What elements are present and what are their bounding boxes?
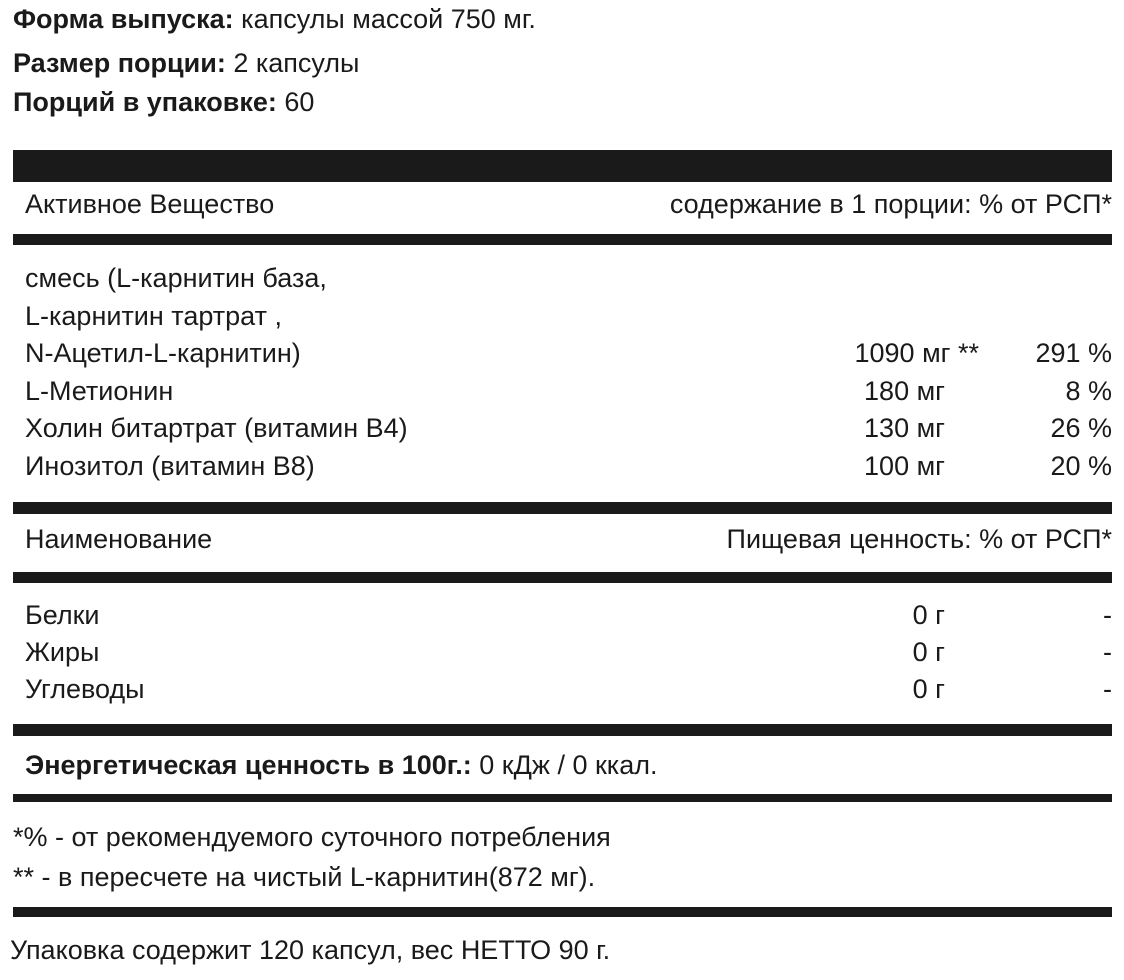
table-top-bar [13, 150, 1112, 182]
ingredient-name: L-карнитин тартрат , [25, 301, 282, 331]
servings-per-pack-value: 60 [276, 87, 315, 117]
table-row [25, 637, 1112, 673]
serving-size-value: 2 капсулы [225, 48, 360, 78]
release-form-line [13, 4, 536, 35]
release-form-value: капсулы массой 750 мг. [233, 4, 536, 34]
release-form-label: Форма выпуска: [13, 4, 234, 34]
table-row [25, 338, 1112, 374]
ingredient-amount: 100 мг [864, 451, 945, 481]
divider [13, 502, 1112, 514]
nutrition-header-right: Пищевая ценность: % от РСП* [726, 524, 1112, 554]
table-row [25, 301, 1112, 337]
table-row [25, 600, 1112, 636]
divider [13, 794, 1112, 802]
package-info: Упаковка содержит 120 капсул, вес НЕТТО 90 г. [10, 935, 611, 965]
ingredient-pct: 291 % [1035, 338, 1112, 368]
nutrient-pct: - [1103, 637, 1112, 667]
nutrient-amount: 0 г [912, 600, 945, 630]
ingredient-name: L-Метионин [25, 376, 174, 406]
nutrient-amount: 0 г [912, 637, 945, 667]
nutrition-header-left: Наименование [25, 524, 213, 554]
servings-per-pack-line [13, 87, 314, 118]
energy-line [25, 750, 657, 781]
ingredient-pct: 26 % [1050, 413, 1112, 443]
active-substance-header [25, 189, 1112, 225]
table-row [25, 263, 1112, 299]
table-row [25, 674, 1112, 710]
nutrition-header [25, 524, 1112, 560]
serving-size-line [13, 48, 359, 79]
ingredient-name: Инозитол (витамин B8) [25, 451, 315, 481]
ingredient-name: Холин битартрат (витамин B4) [25, 413, 408, 443]
servings-per-pack-label: Порций в упаковке: [13, 87, 277, 117]
ingredient-amount: 180 мг [864, 376, 945, 406]
divider [13, 234, 1112, 245]
ingredient-name: N-Ацетил-L-карнитин) [25, 338, 301, 368]
table-row [25, 376, 1112, 412]
nutrient-name: Жиры [25, 637, 100, 667]
ingredient-name: смесь (L-карнитин база, [25, 263, 327, 293]
nutrient-pct: - [1103, 674, 1112, 704]
ingredient-amount: 130 мг [864, 413, 945, 443]
serving-size-label: Размер порции: [13, 48, 226, 78]
nutrient-amount: 0 г [912, 674, 945, 704]
divider [13, 907, 1112, 917]
footnote: ** - в пересчете на чистый L-карнитин(872 мг). [13, 862, 596, 892]
ingredient-amount: 1090 мг ** [854, 338, 979, 368]
nutrient-pct: - [1103, 600, 1112, 630]
ingredient-pct: 20 % [1050, 451, 1112, 481]
footnote: *% - от рекомендуемого суточного потребления [13, 822, 611, 852]
ingredient-pct: 8 % [1065, 376, 1112, 406]
nutrient-name: Белки [25, 600, 100, 630]
active-header-left: Активное Вещество [25, 189, 275, 219]
nutrient-name: Углеводы [25, 674, 145, 704]
divider [13, 724, 1112, 736]
table-row [25, 451, 1112, 487]
energy-value: 0 кДж / 0 ккал. [471, 750, 658, 780]
active-header-right: содержание в 1 порции: % от РСП* [669, 189, 1112, 219]
energy-label: Энергетическая ценность в 100г.: [25, 750, 472, 780]
table-row [25, 413, 1112, 449]
divider [13, 572, 1112, 583]
